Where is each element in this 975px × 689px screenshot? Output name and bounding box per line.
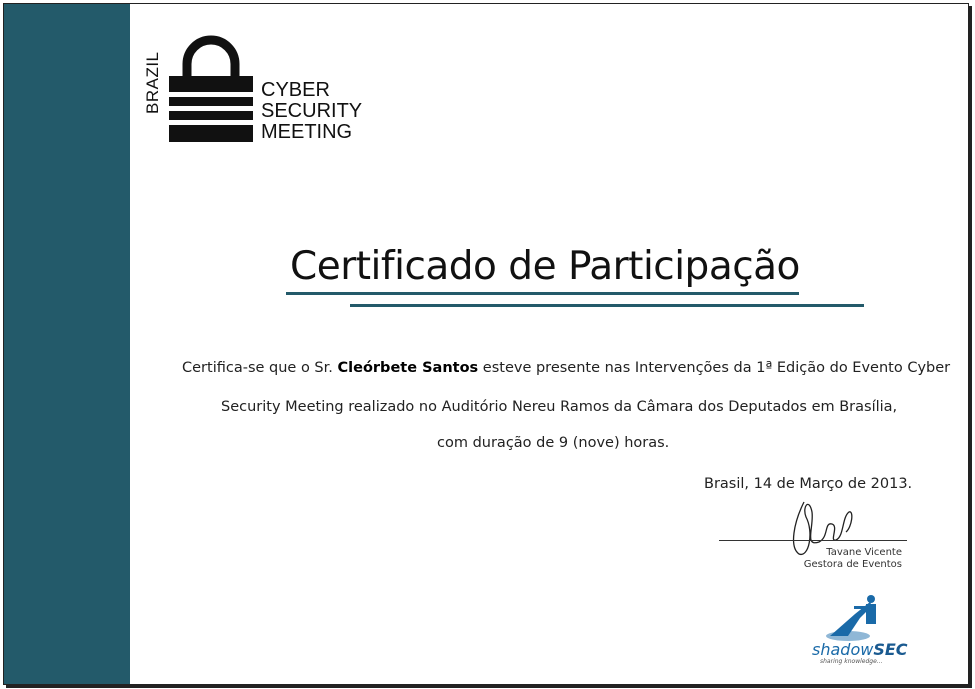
logo-wordmark [261, 80, 362, 143]
side-band [4, 4, 130, 684]
signatory-role: Gestora de Eventos [803, 559, 902, 570]
logo-line-1: CYBER [261, 79, 330, 101]
body-line-1 [182, 360, 950, 376]
body-line-3: com duração de 9 (nove) horas. [437, 435, 670, 451]
certificate-title: Certificado de Participação [290, 244, 800, 289]
event-logo [143, 34, 373, 146]
logo-line-3: MEETING [261, 121, 353, 143]
shadowsec-wordmark [812, 640, 908, 659]
issue-date: Brasil, 14 de Março de 2013. [704, 476, 913, 492]
title-underline-2 [350, 304, 864, 307]
certificate-page [3, 3, 969, 685]
body-line-1-post: esteve presente nas Intervenções da 1ª Edição do Evento Cyber [478, 360, 951, 376]
shadowsec-name-b: SEC [873, 640, 908, 659]
logo-brazil-text: BRAZIL [143, 51, 162, 114]
signatory-name: Tavane Vicente [826, 547, 902, 558]
participant-name: Cleórbete Santos [337, 360, 479, 376]
logo-line-2: SECURITY [261, 100, 363, 122]
title-underline-1 [286, 292, 799, 295]
shadowsec-tagline: sharing knowledge... [820, 658, 883, 665]
signatory-block [704, 547, 902, 571]
body-line-2: Security Meeting realizado no Auditório Nereu Ramos da Câmara dos Deputados em Brasília, [221, 399, 898, 415]
body-line-1-pre: Certifica-se que o Sr. [182, 360, 338, 376]
shadowsec-name-a: shadow [812, 640, 874, 659]
signature-line [719, 540, 907, 541]
